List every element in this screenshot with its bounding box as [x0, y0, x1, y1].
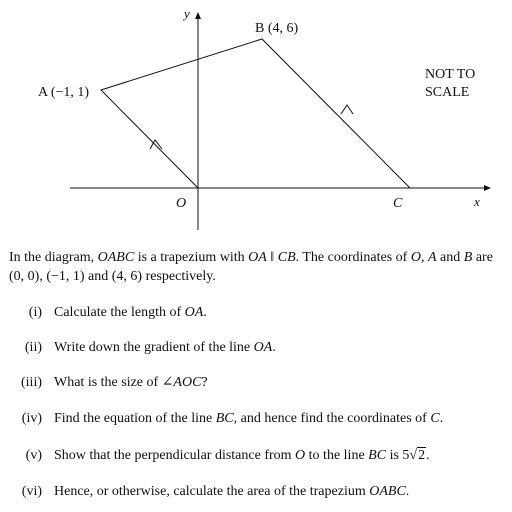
question-part-iv	[0, 409, 512, 429]
point-b-label: B (4, 6)	[255, 21, 299, 36]
question-number: (v)	[25, 448, 42, 463]
point-a-label: A (−1, 1)	[38, 85, 90, 100]
y-axis-label: y	[184, 6, 190, 21]
question-text: Hence, or otherwise, calculate the area of the trapezium OABC.	[54, 484, 410, 499]
question-number: (ii)	[24, 340, 42, 355]
square-root: √2	[409, 448, 426, 463]
question-part-iii	[0, 373, 512, 393]
y-axis-arrow	[195, 12, 201, 19]
question-intro: In the diagram, OABC is a trapezium with OA ‖ CB. The coordinates of O, A and B are (0, 0), (−1, 1) and (4, 6) respectively.	[9, 250, 493, 284]
trapezium-diagram	[0, 0, 512, 232]
question-number: (vi)	[21, 484, 42, 499]
x-axis-arrow	[484, 185, 491, 191]
point-c-label: C	[393, 196, 403, 211]
not-to-scale-line1: NOT TO	[425, 67, 476, 82]
question-text: Show that the perpendicular distance from O to the line BC is 5√2.	[54, 446, 430, 466]
question-part-ii	[0, 338, 512, 358]
question-number: (iv)	[21, 411, 42, 426]
question-number: (i)	[28, 305, 42, 320]
question-text: Find the equation of the line BC, and hence find the coordinates of C.	[54, 411, 444, 426]
question-text: Calculate the length of OA.	[54, 305, 207, 320]
question-part-vi	[0, 482, 512, 502]
trapezium-outline	[101, 39, 410, 188]
question-part-v	[0, 446, 512, 466]
x-axis-label: x	[474, 194, 480, 209]
question-text: What is the size of ∠AOC?	[54, 375, 208, 390]
question-text: Write down the gradient of the line OA.	[54, 340, 276, 355]
parallel-arrow-cb	[341, 105, 353, 114]
question-part-i	[0, 303, 512, 323]
question-number: (iii)	[21, 375, 42, 390]
not-to-scale-line2: SCALE	[425, 85, 470, 100]
origin-label: O	[176, 196, 187, 211]
